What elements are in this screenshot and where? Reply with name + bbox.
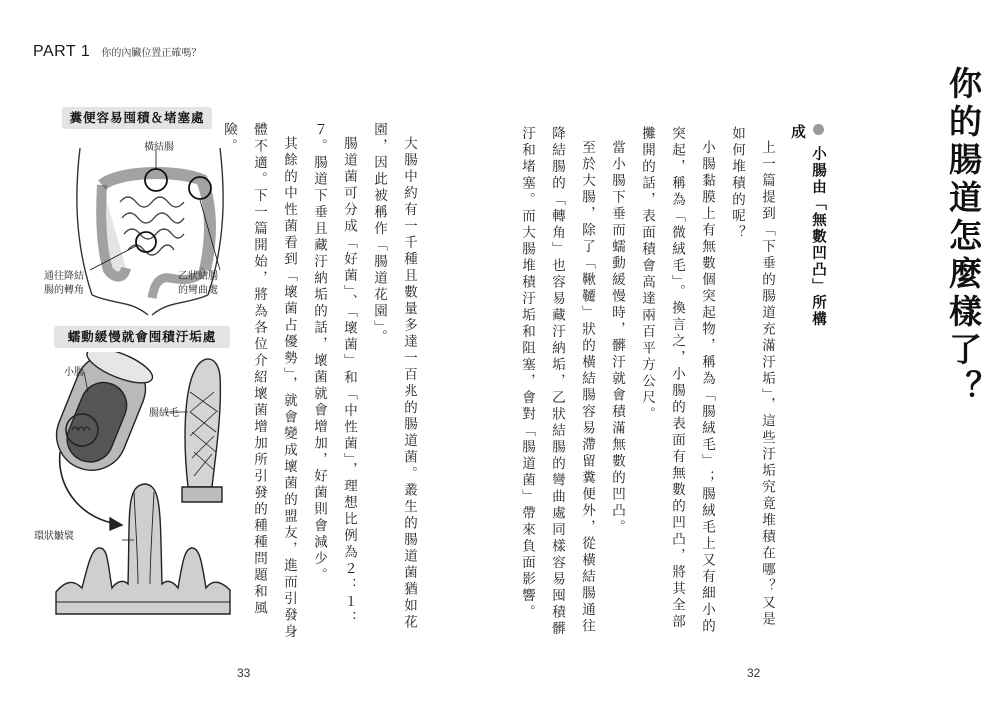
- part-label: PART 1: [33, 43, 91, 60]
- label-descending-turn-2: 腸的轉角: [44, 285, 84, 296]
- right-paragraph-2: 小腸黏膜上有無數個突起物，稱為「腸絨毛」；腸絨毛上又有細小的突起，稱為「微絨毛」。換言之，小腸的表面有無數的凹凸，將其全部攤開的話，表面積會高達兩百平方公尺。: [639, 126, 715, 635]
- label-descending-turn-1: 通往降結: [44, 271, 84, 282]
- right-body-text: [512, 126, 782, 641]
- figure2-title: 蠕動緩慢就會囤積汙垢處: [54, 326, 230, 348]
- running-head: [33, 41, 201, 61]
- left-paragraph-2: 腸道菌可分成「好菌」、「壞菌」和「中性菌」，理想比例為２：１：７。腸道下垂且藏汙納垢的話，壞菌就會增加，好菌則會減少。: [311, 122, 357, 627]
- right-paragraph-3: 當小腸下垂而蠕動緩慢時，髒汙就會積滿無數的凹凸。: [609, 139, 625, 536]
- left-body-text: [214, 122, 424, 642]
- left-paragraph-1: 大腸中約有一千種且數量多達一百兆的腸道菌。叢生的腸道菌猶如花園，因此被稱作「腸道花園」。: [371, 122, 417, 631]
- subheading-text: 小腸由「無數凹凸」所構成: [789, 124, 826, 328]
- label-villi: 腸絨毛: [149, 408, 179, 419]
- page-number-right: 32: [747, 666, 761, 680]
- page-title: 你的腸道怎麼樣了？: [944, 66, 983, 408]
- chapter-subtitle: 你的內臟位置正確嗎？: [101, 48, 202, 59]
- bullet-dot: [813, 124, 824, 135]
- label-transverse-colon: 橫結腸: [144, 142, 174, 153]
- left-paragraph-3: 其餘的中性菌看到「壞菌占優勢」，就會變成壞菌的盟友，進而引發身體不適。下一篇開始，將為各位介紹壞菌增加所引發的種種問題和風險。: [221, 122, 297, 641]
- villi-illustration: [26, 352, 246, 622]
- label-small-intestine: 小腸: [64, 367, 84, 378]
- label-sigmoid-2: 的彎曲處: [178, 285, 218, 296]
- page-number-left: 33: [237, 666, 251, 680]
- right-paragraph-4: 至於大腸，除了「鞦韆」狀的橫結腸容易滯留糞便外，從橫結腸通往降結腸的「轉角」也容易藏汙納垢，乙狀結腸的彎曲處同樣容易囤積髒汙和堵塞。而大腸堆積汙垢和阻塞，會對「腸道菌」帶來負面影響。: [519, 126, 595, 638]
- label-sigmoid-1: 乙狀結腸: [178, 271, 218, 282]
- label-circular-folds: 環狀皺襞: [34, 531, 74, 542]
- left-page: [0, 0, 499, 709]
- section-subheading: [787, 124, 829, 334]
- right-paragraph-1: 上一篇提到「下垂的腸道充滿汙垢」，這些汙垢究竟堆積在哪？又是如何堆積的呢？: [729, 126, 775, 628]
- figure1-title: 糞便容易囤積＆堵塞處: [62, 107, 212, 129]
- right-page: [500, 0, 999, 709]
